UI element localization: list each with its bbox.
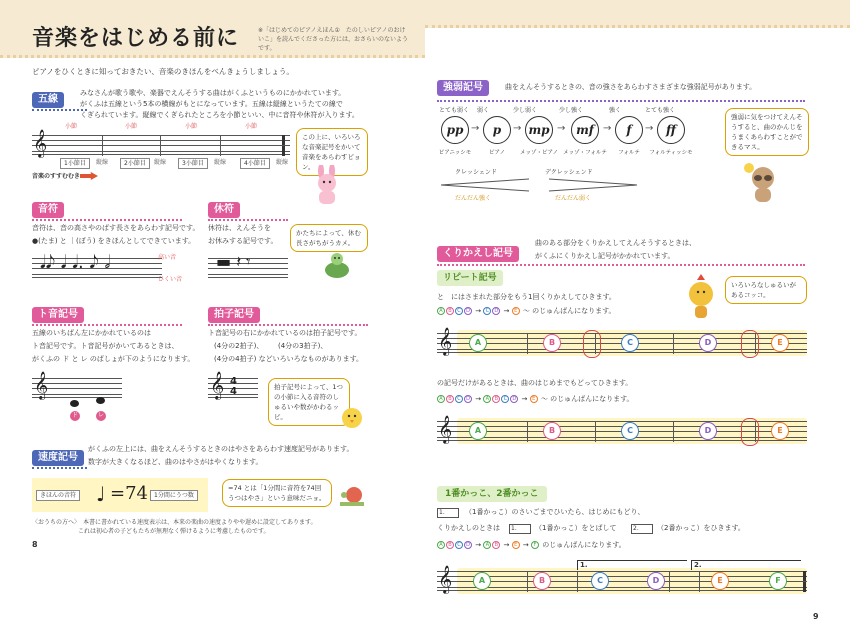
bird-bubble: 拍子記号によって、1つの小節に入る音符のしゅるいや数がかわるッピ。 [268, 378, 350, 426]
note-A: A [469, 422, 487, 440]
kakko-line-1: （1番かっこ）のさいごまでひいたら、はじめにもどり、 [465, 508, 645, 516]
kyufu-text-1: 休符は、えんそうを [208, 224, 271, 232]
sequence-note-D: D [492, 307, 500, 315]
repeat-tag: リピート記号 [437, 270, 503, 286]
decresc-label: デクレッシェンド [545, 169, 593, 176]
measure-label: 小節 [125, 123, 138, 130]
sokudo-text-1: がくふの左上には、曲をえんそうするときのはやさをあらわす速度記号があります。 [88, 445, 354, 453]
repeat-text-2: の記号だけがあるときは、曲のはじめまでもどってひきます。 [437, 379, 633, 387]
raccoon-character-icon [743, 162, 783, 206]
time-signature: 4 4 [230, 376, 237, 397]
kakko-tag: 1番かっこ、2番かっこ [437, 486, 547, 502]
re-note [96, 397, 105, 404]
divider [208, 324, 368, 326]
gosen-tag: 五線 [32, 92, 64, 108]
toon-text-2: ト音記号です。ト音記号がかいてあるときは、 [32, 342, 179, 350]
note-F: F [769, 572, 787, 590]
turtle-character-icon [322, 250, 352, 280]
hyoshi-tag: 拍子記号 [208, 307, 260, 323]
sequence-note-D: D [464, 395, 472, 403]
bracket-1-icon: 1. [509, 524, 531, 534]
onpu-text-2: ●(たま) と ｜(ぼう) をきほんとしてできています。 [32, 237, 196, 245]
decresc-sub: だんだん弱く [555, 195, 592, 202]
sequence-note-F: F [531, 541, 539, 549]
note-C: C [621, 422, 639, 440]
measure-number: 4小節目 [240, 158, 270, 169]
divider [437, 264, 805, 266]
rooster-character-icon [681, 274, 721, 320]
footnote-2: これは初心者の子どもたちが無理なく弾けるように考慮したものです。 [78, 528, 270, 535]
sequence-2 [437, 394, 634, 405]
measure-number: 2小節目 [120, 158, 150, 169]
note-E: E [771, 334, 789, 352]
tatesen-label: 縦線 [96, 159, 109, 166]
sequence-end-text: ～ のじゅんばんになります。 [520, 307, 616, 315]
turtle-bubble: かたちによって、休む長さがちがうカメ。 [290, 224, 368, 252]
dynamic-mf: mf [571, 116, 599, 144]
do-note [70, 400, 79, 407]
sequence-note-A: A [437, 541, 445, 549]
sequence-note-B: B [492, 541, 500, 549]
dyn-arrow-label: 少し弱く [513, 107, 538, 114]
raccoon-bubble: 強弱に気をつけてえんそうすると、曲のかんじをうまくあらわすことができるマス。 [725, 108, 809, 156]
cresc-label: クレッシェンド [455, 169, 497, 176]
hyoshi-item-3: (4分の4拍子) などいろいろなものがあります。 [214, 355, 364, 363]
kyufu-tag: 休符 [208, 202, 240, 218]
note-A: A [469, 334, 487, 352]
divider [32, 109, 87, 111]
page-number: 8 [32, 540, 38, 549]
top-band [425, 0, 850, 28]
arrow-right-icon: → [471, 123, 480, 134]
note-C: C [591, 572, 609, 590]
hyoshi-item-1: (4分の2拍子)、 [214, 342, 264, 350]
onpu-tag: 音符 [32, 202, 64, 218]
repeat-text: と にはさまれた部分をもう1回くりかえしてひきます。 [437, 293, 616, 301]
sequence-note-E: E [512, 541, 520, 549]
dyn-arrow-label: とても強く [645, 107, 676, 114]
note-B: B [543, 334, 561, 352]
note-B: B [533, 572, 551, 590]
note-D: D [647, 572, 665, 590]
divider [32, 324, 182, 326]
footnote-1: 〈おうちの方へ〉 本書に書かれている速度表示は、本来の楽曲の速度よりやや遅めに設定してあります。 [32, 519, 317, 526]
sequence-note-C: C [501, 395, 509, 403]
gosen-text-1: みなさんが歌う歌や、楽器でえんそうする曲はがくふというものにかかれています。 [80, 89, 346, 97]
divider [208, 219, 288, 221]
bracket-1-icon: 1. [437, 508, 459, 518]
arrow-right-icon: → [473, 395, 484, 403]
quarter-note-icon: ♩ [96, 482, 106, 506]
snail-bubble: =74 とは「1分間に音符を74回うつはやさ」という意味だニョ。 [222, 479, 332, 507]
toon-text-3: がくふの ド と レ のばしょが下のようになります。 [32, 355, 195, 363]
onpu-text-1: 音符は、音の高さやのばす長さをあらわす記号です。 [32, 224, 200, 232]
re-label: レ [97, 412, 104, 419]
dyn-arrow-label: 弱く [477, 107, 490, 114]
arrow-right-icon: → [645, 123, 654, 134]
sequence-end-text: ～ のじゅんばんになります。 [538, 395, 634, 403]
rabbit-bubble: この上に、いろいろな音楽記号をかいて音楽をあらわすピョン。 [296, 128, 368, 176]
gosen-staff [32, 135, 290, 155]
chick-character-icon [340, 404, 364, 430]
arrow-right-icon: → [557, 123, 566, 134]
divider [32, 467, 87, 469]
lead-text: ピアノをひくときに知っておきたい、音楽のきほんをべんきょうしましょう。 [32, 67, 294, 76]
note-A: A [473, 572, 491, 590]
dynamic-f: f [615, 116, 643, 144]
measure-label: 小節 [65, 123, 78, 130]
dyn-arrow-label: 少し強く [559, 107, 584, 114]
bracket-2-icon: 2. [631, 524, 653, 534]
repeat-start-mark [583, 330, 601, 358]
arrow-right-icon: → [519, 395, 530, 403]
sequence-note-A: A [483, 395, 491, 403]
dynamic-mp: mp [525, 116, 553, 144]
kyufu-text-2: お休みする記号です。 [208, 237, 278, 245]
kurikaeshi-text-2: がくふにくりかえし記号がかかれています。 [535, 252, 675, 260]
sequence-1 [437, 306, 616, 317]
treble-clef-icon: 𝄞 [438, 565, 453, 593]
beats-label: 1分間にうつ数 [150, 490, 198, 501]
sequence-note-C: C [455, 541, 463, 549]
divider [32, 219, 182, 221]
sokudo-tag: 速度記号 [32, 450, 84, 466]
sequence-note-D: D [464, 541, 472, 549]
tatesen-label: 縦線 [276, 159, 289, 166]
right-page [425, 0, 850, 636]
sequence-note-C: C [483, 307, 491, 315]
gosen-text-2: がくふは五線という5本の横線がもとになっています。五線は縦線というたての線で [80, 100, 343, 108]
sequence-note-B: B [446, 307, 454, 315]
gosen-text-3: くぎられています。縦線でくぎられたところを小節といい、中に音符や休符が入ります。 [80, 111, 359, 119]
kakko-line-4: （2番かっこ）をひきます。 [657, 524, 745, 532]
arrow-right-icon: → [603, 123, 612, 134]
sequence-note-B: B [446, 395, 454, 403]
arrow-right-icon: → [513, 123, 522, 134]
dyn-name: メッゾ・ピアノ [519, 150, 559, 156]
arrow-right-icon: → [473, 541, 484, 549]
note-E: E [711, 572, 729, 590]
intro-note: ※「はじめてのピアノえほん① たのしいピアノのおけいこ」を読んでくださった方には、おさらいのないようです。 [258, 27, 409, 52]
arrow-right-icon: → [473, 307, 484, 315]
tatesen-label: 縦線 [214, 159, 227, 166]
sequence-note-C: C [455, 307, 463, 315]
dyn-arrow-label: 強く [609, 107, 622, 114]
kakko-line-2: くりかえしのときは [437, 524, 500, 532]
weak-label: とても弱く [439, 107, 470, 114]
dyn-name: メッゾ・フォルテ [563, 150, 607, 156]
sequence-note-D: D [510, 395, 518, 403]
low-note-label: ひくい音 [158, 276, 183, 283]
hyoshi-text-1: ト音記号の右にかかれているのは拍子記号です。 [208, 329, 362, 337]
dyn-name: フォルティッシモ [649, 150, 693, 156]
page-title: 音楽をはじめる前に [32, 26, 240, 51]
sequence-note-B: B [446, 541, 454, 549]
measure-label: 小節 [245, 123, 258, 130]
sequence-note-D: D [464, 307, 472, 315]
do-label: ド [71, 412, 78, 419]
arrow-right-icon: → [501, 541, 512, 549]
dynamic-pp: pp [441, 116, 469, 144]
tempo-value: =74 [110, 483, 148, 504]
cresc-sub: だんだん強く [455, 195, 492, 202]
page-number: 9 [813, 612, 819, 621]
note-B: B [543, 422, 561, 440]
kakko-line-3: （1番かっこ）をとばして [535, 524, 617, 532]
arrow-right-icon: → [501, 307, 512, 315]
measure-label: 小節 [185, 123, 198, 130]
sequence-end-text: のじゅんばんになります。 [539, 541, 626, 549]
dyn-name: ピアノ [488, 150, 506, 156]
sequence-note-B: B [492, 395, 500, 403]
kyojaku-tag: 強弱記号 [437, 80, 489, 96]
repeat-end-mark [741, 418, 759, 446]
treble-clef-icon: 𝄞 [210, 371, 225, 399]
rabbit-character-icon [308, 165, 346, 207]
treble-clef-icon: 𝄞 [33, 129, 48, 157]
dynamic-p: p [483, 116, 511, 144]
sequence-note-A: A [483, 541, 491, 549]
sokudo-text-2: 数字が大きくなるほど、曲のはやさがはやくなります。 [88, 458, 263, 466]
kurikaeshi-tag: くりかえし記号 [437, 246, 519, 262]
dyn-name: フォルテ [618, 150, 640, 156]
direction-label: 音楽のすすむむき [32, 173, 81, 180]
treble-clef-icon: 𝄞 [438, 327, 453, 355]
sequence-3 [437, 540, 626, 551]
note-D: D [699, 334, 717, 352]
hairpin-icons [439, 178, 639, 192]
dyn-name: ピアニッシモ [438, 150, 472, 156]
sequence-note-E: E [512, 307, 520, 315]
treble-clef-icon: 𝄞 [438, 415, 453, 443]
note-symbols: 𝅘𝅥𝅘𝅥𝅮 𝅘𝅥 𝅘𝅥. 𝅘𝅥𝅮 𝅗𝅥 [40, 252, 111, 273]
dynamic-ff: ff [657, 116, 685, 144]
arrow-right-icon: → [520, 541, 531, 549]
high-note-label: 高い音 [158, 254, 177, 261]
sequence-note-E: E [530, 395, 538, 403]
tatesen-label: 縦線 [154, 159, 167, 166]
sequence-note-A: A [437, 307, 445, 315]
base-note-label: きほんの音符 [36, 490, 80, 501]
divider [437, 100, 805, 102]
toon-tag: ト音記号 [32, 307, 84, 323]
treble-clef-icon: 𝄞 [34, 371, 49, 399]
snail-character-icon [338, 484, 366, 506]
sequence-note-A: A [437, 395, 445, 403]
second-ending: 2. [691, 560, 801, 570]
measure-number: 3小節目 [178, 158, 208, 169]
toon-text-1: 五線のいちばん左にかかれているのは [32, 329, 151, 337]
first-ending: 1. [577, 560, 687, 570]
repeat-end-mark [741, 330, 759, 358]
rooster-bubble: いろいろなしゅるいがあるコッコ。 [725, 276, 807, 304]
arrow-right-icon [80, 172, 98, 180]
kurikaeshi-text-1: 曲のある部分をくりかえしてえんそうするときは、 [535, 239, 696, 247]
hyoshi-item-2: (4分の3拍子)、 [278, 342, 328, 350]
note-C: C [621, 334, 639, 352]
kakko-staff [437, 571, 807, 591]
sequence-note-C: C [455, 395, 463, 403]
note-E: E [771, 422, 789, 440]
note-D: D [699, 422, 717, 440]
rest-symbols: ▬ 𝄽 𝄾 [216, 252, 251, 271]
measure-number: 1小節目 [60, 158, 90, 169]
kyojaku-text: 曲をえんそうするときの、音の強さをあらわすさまざまな強弱記号があります。 [505, 83, 757, 91]
